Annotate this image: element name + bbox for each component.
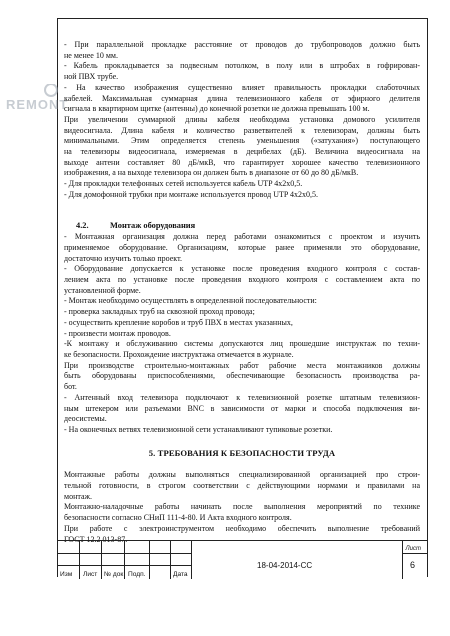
text-line: монтаж.	[64, 491, 93, 501]
stamp-label-sign: Подп.	[128, 571, 146, 578]
intro-paragraphs	[64, 40, 420, 201]
section-5-heading: 5. ТРЕБОВАНИЯ К БЕЗОПАСНОСТИ ТРУДА	[148, 447, 336, 458]
stamp-label-date: Дата	[173, 571, 188, 578]
section-4-2-heading	[64, 221, 420, 232]
text-line: изображения, а на выходе телевизора он должен быть в диапазоне от 60 до 80 дБ/мкВ.	[64, 168, 359, 178]
text-line: тельной готовности, в строгом соответствии с действующими нормами и правилами на	[64, 481, 420, 491]
text-line: ГОСТ 12.2.013-87.	[64, 534, 128, 544]
text-line: При производстве строительно-монтажных работ рабочие места монтажников должны	[64, 360, 420, 370]
text-line: бот.	[64, 382, 77, 392]
section-5-paragraphs	[64, 470, 420, 545]
text-line: установленной форме.	[64, 285, 141, 295]
text-line: - Оборудование допускается к установке после проведения входного контроля с состав-	[64, 264, 420, 274]
document-body	[64, 40, 420, 545]
text-line: лением акта по установке после проведения входного контроля с составлением акта по	[64, 275, 420, 285]
text-line: на телевизоры видеосигнала, измеряемая в децибелах (дБ). Величина видеосигнала на	[64, 147, 420, 157]
text-line: При увеличении суммарной длины кабеля необходима установка домового усилителя	[64, 114, 420, 124]
section-number: 4.2.	[76, 220, 89, 230]
text-line: При работе с электроинструментом необходимо обеспечить выполнение требований	[64, 523, 420, 533]
text-line: видеосигнала. Длина кабеля и количество разветвителей к телевизорам, должны быть	[64, 125, 420, 135]
text-line: - Кабель прокладывается за подвесным потолком, в полу или в штробах в гофрирован-	[64, 61, 420, 71]
text-line: Монтажные работы должны выполняться специализированной организацией про строи-	[64, 470, 420, 480]
text-line: ным штекером или разъемами BNC в зависимости от марки и способа подключения ви-	[64, 403, 420, 413]
text-line: безопасности согласно СНиП 111-4-80. И Акта входного контроля.	[64, 513, 292, 523]
text-line: применяемое оборудование. Организациям, которые ранее применяли это оборудование,	[64, 242, 420, 252]
text-line: достаточно изучить только проект.	[64, 253, 182, 263]
text-line: - При параллельной прокладке расстояние от проводов до трубопроводов должно быть	[64, 40, 420, 49]
text-line: выходе антени составляет 80 дБ/мкВ, что гарантирует хорошее качество телевизионного	[64, 157, 420, 167]
text-line: - Монтажная организация должна перед работами ознакомиться с проектом и изучить	[64, 232, 420, 242]
stamp-grid	[57, 541, 191, 579]
text-line: не менее 10 мм.	[64, 50, 118, 60]
text-line: - проверка закладных труб на сквозной проход провода;	[64, 307, 255, 317]
sheet-number: 6	[409, 560, 415, 570]
text-line: ной ПВХ трубе.	[64, 72, 119, 82]
text-line: - На качество изображения существенно влияет правильность прокладки слаботочных	[64, 82, 420, 92]
section-4-2-paragraphs	[64, 232, 420, 435]
text-line: кабелей. Максимальная суммарная длина телевизионного кабеля от эфирного делителя	[64, 93, 420, 103]
text-line: - осуществить крепление коробов и труб ПВХ в местах указанных,	[64, 317, 293, 327]
watermark-text: REMONT	[6, 97, 69, 112]
text-line: - На оконечных ветвях телевизионной сети устанавливают тупиковые розетки.	[64, 424, 333, 434]
stamp-label-list: Лист	[83, 571, 98, 578]
text-line: Монтажно-наладочные работы начинать после выполнения мероприятий по технике	[64, 502, 420, 512]
section-title: Монтаж оборудования	[110, 220, 196, 230]
text-line: сигнала в квартирном щитке (антенны) до конечной розетки не должна превышать 100 м.	[64, 104, 370, 114]
text-line: быть оборудованы приспособлениями, обеспечивающие безопасность производства ра-	[64, 371, 420, 381]
text-line: минимальными. Этим определяется степень уменьшения («затухания») поступающего	[64, 136, 420, 146]
text-line: - Антенный вход телевизора подключают к телевизионной розетке штатным телевизион-	[64, 392, 420, 402]
stamp-label-izm: Изм	[60, 571, 73, 578]
text-line: деосистемы.	[64, 414, 107, 424]
text-line: - Для прокладки телефонных сетей используется кабель UTP 4x2x0,5.	[64, 179, 303, 189]
title-block-stamp	[57, 540, 427, 579]
text-line: - Для домофонной трубки при монтаже используется провод UTP 4x2x0,5.	[64, 189, 319, 199]
stamp-label-doc: № док	[104, 571, 124, 578]
text-line: ке безопасности. Прохождение инструктажа отмечается в журнале.	[64, 349, 294, 359]
sheet-label: Лист	[405, 546, 421, 552]
text-line: - произвести монтаж проводов.	[64, 328, 171, 338]
text-line: -К монтажу и обслуживанию системы допускаются лиц прошедшие инструктаж по техни-	[64, 339, 420, 349]
text-line: - Монтаж необходимо осуществлять в определенной последовательности:	[64, 296, 317, 306]
document-code: 18-04-2014-СС	[257, 561, 313, 570]
